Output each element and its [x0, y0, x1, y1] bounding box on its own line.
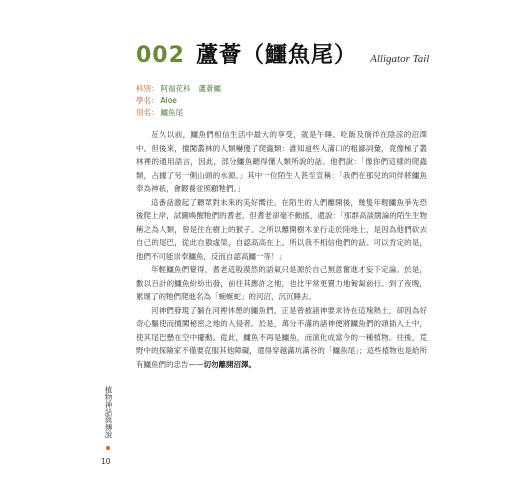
meta-scientific-value: Aloe [160, 96, 177, 105]
meta-scientific-label: 學名： [136, 96, 159, 105]
plant-meta [136, 83, 436, 119]
book-title-vertical: 植物神話與傳說 [104, 386, 113, 439]
paragraph-4 [136, 304, 427, 372]
story-body [136, 128, 427, 371]
meta-family-value: 阿福花科 [160, 84, 191, 93]
side-dot-icon [106, 446, 110, 450]
entry-title: 蘆薈（鱷魚尾） [196, 42, 358, 68]
paragraph-3: 年輕鱷魚們覺得，耆老這般漠然的語氣只是源於自己無意奮進才妄下定論。於是，數以百計的鱷魚紛紛出發，前往其應許之地，也比平常更賣力地匍匐前行。到了夜晚，累壞了的牠們爬進名為「蜿蜒蛇」的河沼，沉沉睡去。 [136, 265, 427, 301]
page-number: 10 [101, 457, 111, 466]
meta-subfamily-value: 蘆薈屬 [198, 84, 221, 93]
meta-family-row [136, 83, 436, 95]
paragraph-2: 這番話激起了聽眾對未來的美好嚮往。在陌生的人們離開後，幾隻年輕鱷魚爭先恐後爬上岸，試圖喚醒牠們的耆老，但耆老卻毫不動搖，還說：「那群高談闊論的陌生生物稱之為人類，曾是住在樹上的猴子。之所以離開樹木並行走於陸地上，是因為他們砍去自己的尾巴，從此自傲虛榮，自認高高在上。所以我不相信他們的話。可以肯定的是，他們不可能崇奉鱷魚，反而自認高鱷一等！」 [136, 197, 427, 261]
meta-alias-value: 鱷魚尾 [160, 108, 183, 117]
meta-alias-row [136, 107, 436, 119]
meta-scientific-row [136, 95, 436, 107]
entry-english-name: Alligator Tail [370, 53, 430, 65]
meta-alias-label: 別名： [136, 108, 159, 117]
paragraph-1: 亙久以前，鱷魚們相信生活中最大的享受，就是午睡、吃飯及徜徉在陰涼的沼澤中。但後來，擅闖叢林的人類嚇傻了爬蟲類：誰知道些人滿口的粗鄙詞彙，竟像極了叢林裡的通用語言，因此，部分鱷魚聽得懂人類所說的話。他們說：「像你們這樣的爬蟲類，占據了另一側山頭的水源。」其中一位陌生人甚至宣稱：「我們在那兒的同伴將鱷魚奉為神祇，會餵養並照顧牠們。」 [136, 130, 427, 193]
paragraph-4-emphasis: 切勿離開沼澤。 [203, 359, 256, 369]
paragraph-4-main: 河神們發現了躺在河裡休憩的鱷魚們，正是曾被諸神要求待在這塊熱土，卻因為好奇心驅使而擅闖秘密之地的入侵者。於是，萬分不滿的諸神便將鱷魚們的頭插入土中，使其尾巴懸在空中擺動。從此，鱷魚不再是鱷魚，而演化成當今的一種植物。往後，荒野中的探險家不僅要克服其他障礙，還得穿越滿坑滿谷的「鱷魚尾」；這些植物也是給所有鱷魚們的忠告—— [136, 305, 427, 369]
meta-family-label: 科別： [136, 84, 159, 93]
entry-title-block [136, 38, 496, 68]
entry-number: 002 [136, 43, 185, 68]
